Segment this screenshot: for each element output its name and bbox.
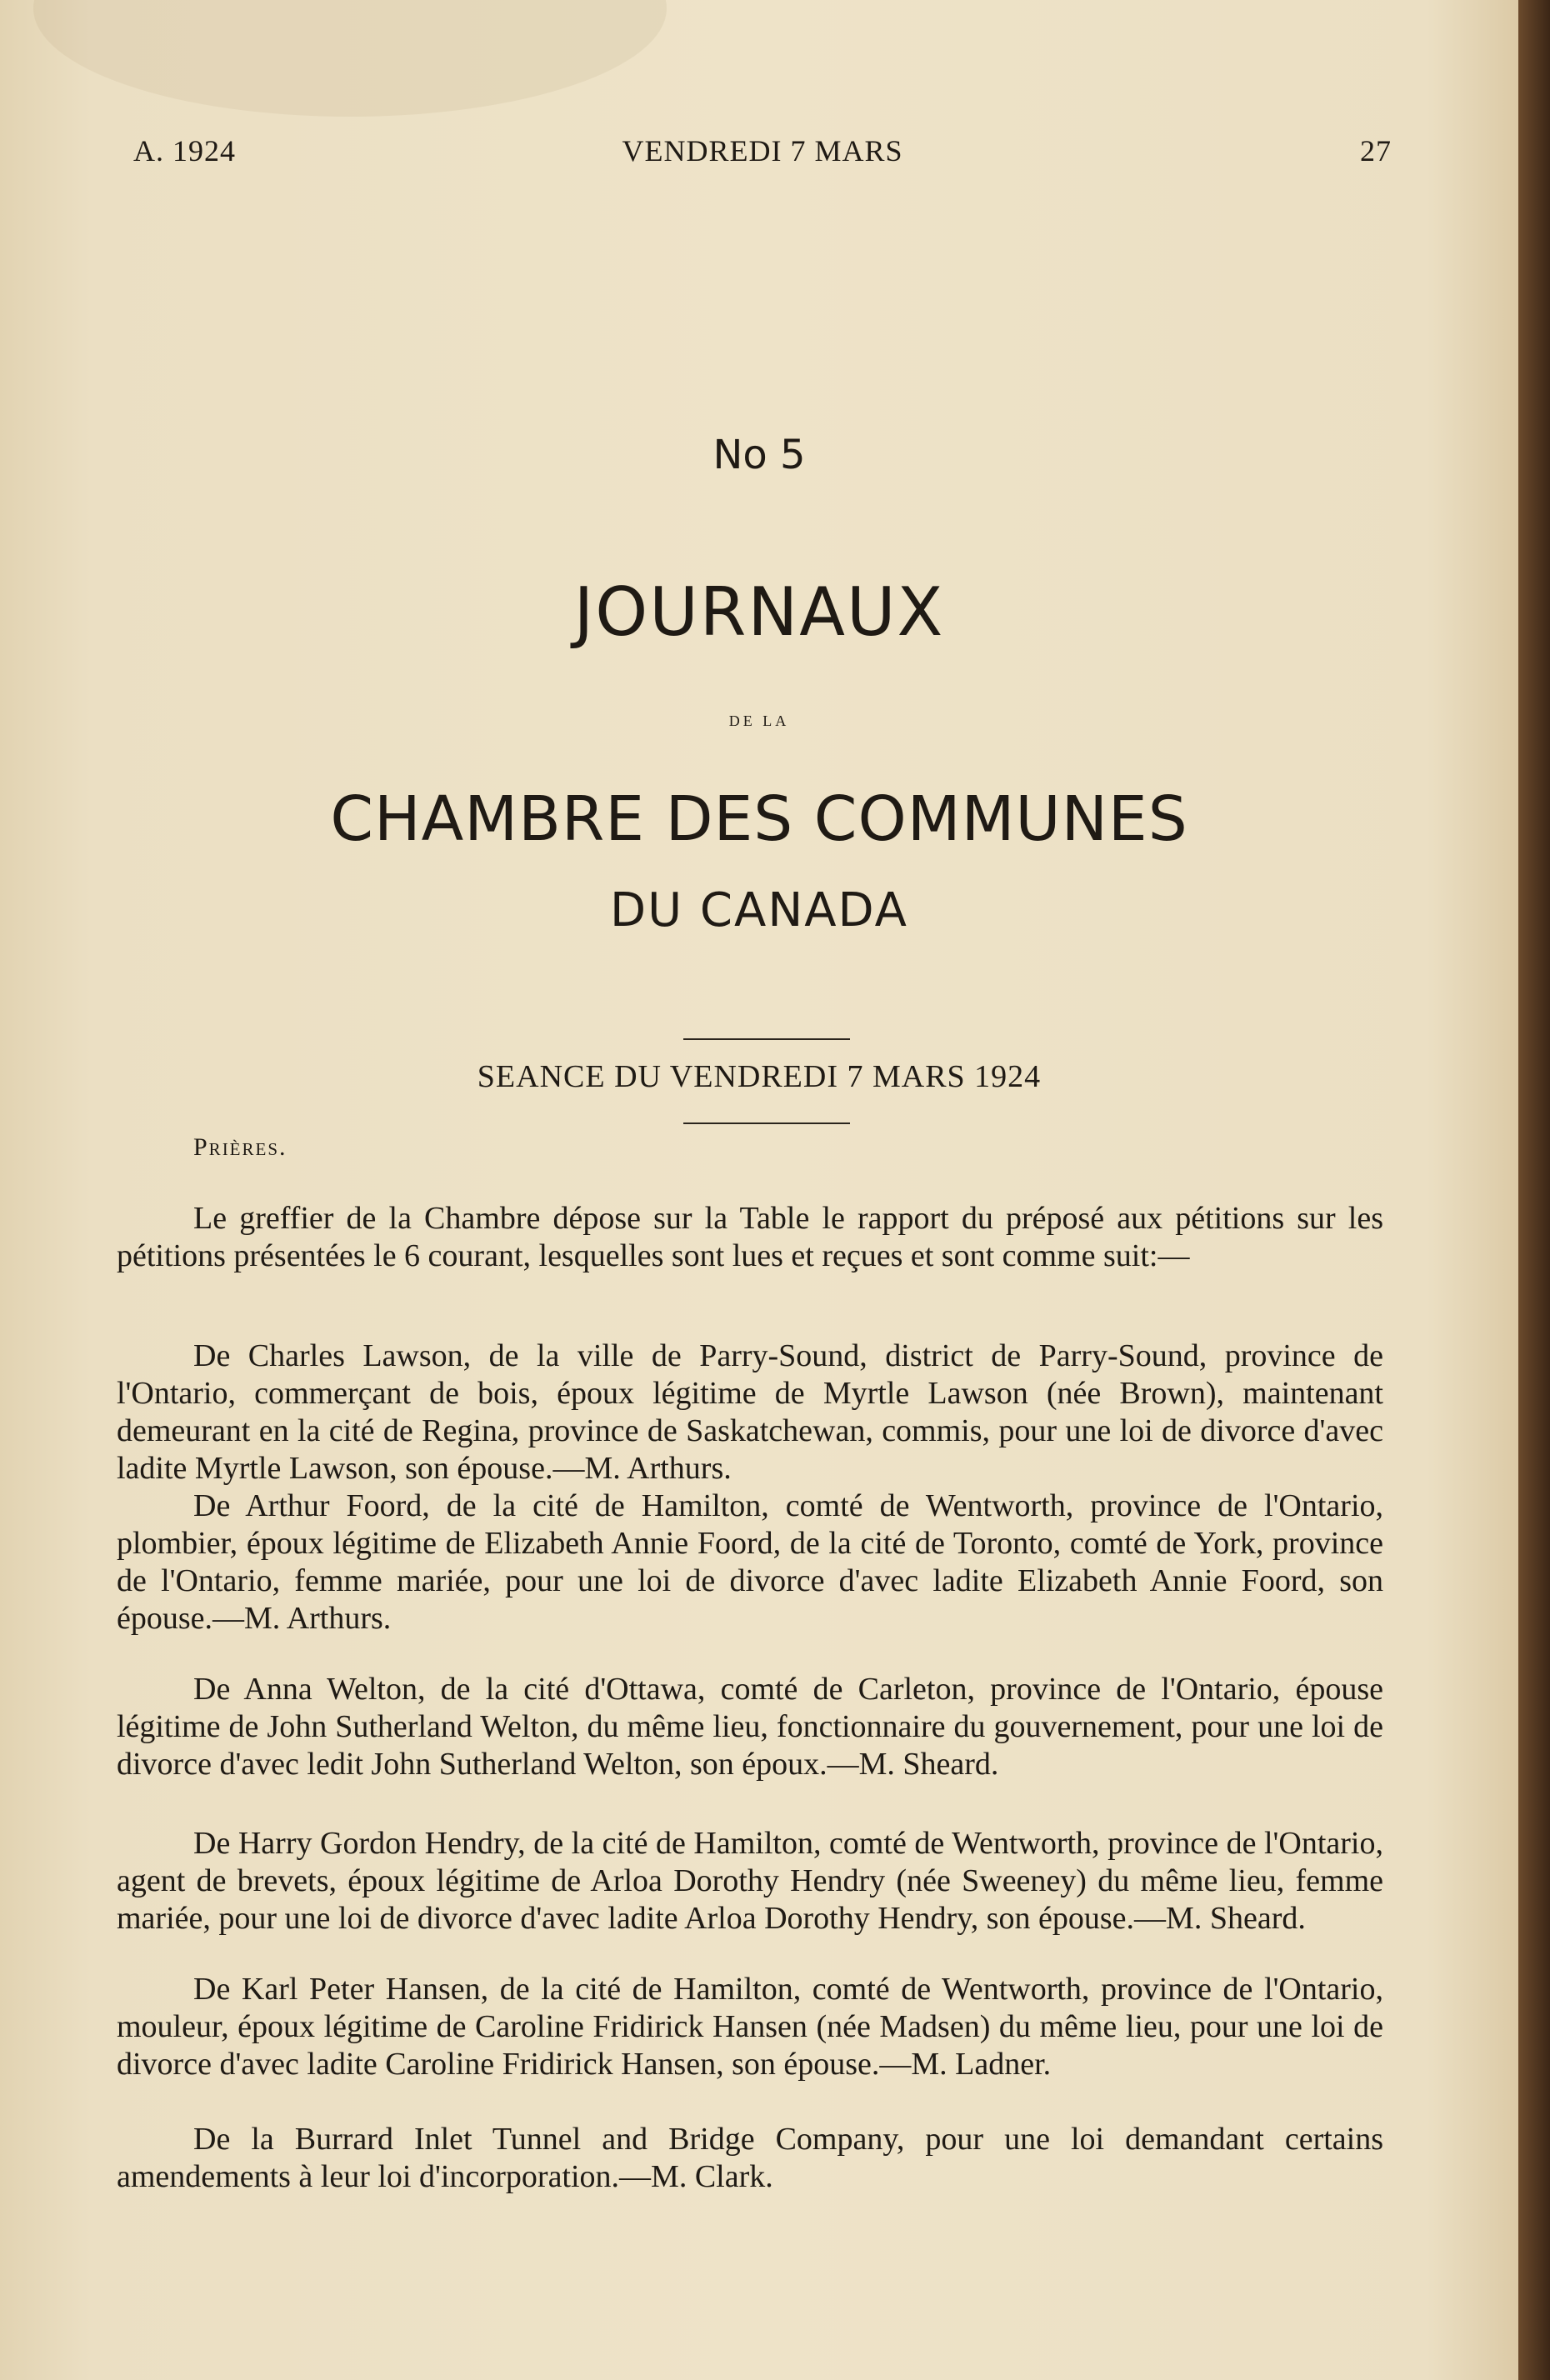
petition-lawson: De Charles Lawson, de la ville de Parry-Sound, district de Parry-Sound, province de l'Ontario, commerçant de bois, époux légitime de Myrtle Lawson (née Brown), maintenant demeurant en la cité de Regina, province de Saskatchewan, commis, pour une loi de divorce d'avec ladite Myrtle Lawson, son épouse.—M. Arthurs. <box>117 1338 1383 1486</box>
page-number: 27 <box>1360 134 1392 168</box>
petition-burrard: De la Burrard Inlet Tunnel and Bridge Company, pour une loi demandant certains amendements à leur loi d'incorporation.—M. Clark. <box>117 2122 1383 2194</box>
divider-bottom <box>683 1122 850 1124</box>
petition-welton: De Anna Welton, de la cité d'Ottawa, comté de Carleton, province de l'Ontario, épouse légitime de John Sutherland Welton, du même lieu, fonctionnaire du gouvernement, pour une loi de divorce d'avec ledit John Sutherland Welton, son époux.—M. Sheard. <box>117 1672 1383 1782</box>
paragraph-clerk-report: Le greffier de la Chambre dépose sur la Table le rapport du préposé aux pétitions sur les pétitions présentées le 6 courant, lesquelles sont lues et reçues et sont comme suit:— <box>117 1201 1383 1273</box>
petition-hansen: De Karl Peter Hansen, de la cité de Hamilton, comté de Wentworth, province de l'Ontario, mouleur, époux légitime de Caroline Fridirick Hansen (née Madsen) du même lieu, pour une loi de divorce d'avec ladite Caroline Fridirick Hansen, son épouse.—M. Ladner. <box>117 1972 1383 2082</box>
petition-hendry: De Harry Gordon Hendry, de la cité de Hamilton, comté de Wentworth, province de l'Ontario, agent de brevets, époux légitime de Arloa Dorothy Hendry (née Sweeney) du même lieu, femme mariée, pour une loi de divorce d'avec ladite Arloa Dorothy Hendry, son épouse.—M. Sheard. <box>117 1826 1383 1936</box>
paper-stain <box>33 0 667 117</box>
journal-title: JOURNAUX <box>573 573 945 651</box>
divider-top <box>683 1038 850 1040</box>
title-connector: DE LA <box>728 712 790 729</box>
book-binding-edge <box>1518 0 1550 2380</box>
sitting-heading: SEANCE DU VENDREDI 7 MARS 1924 <box>477 1059 1042 1094</box>
prayers-heading: Prières. <box>193 1133 288 1161</box>
journal-number: No 5 <box>712 432 806 478</box>
chamber-title: CHAMBRE DES COMMUNES <box>330 783 1188 855</box>
header-year: A. 1924 <box>133 134 236 168</box>
country-subtitle: DU CANADA <box>610 883 908 938</box>
running-header <box>133 133 1392 175</box>
header-date: VENDREDI 7 MARS <box>622 134 903 168</box>
petition-foord: De Arthur Foord, de la cité de Hamilton, comté de Wentworth, province de l'Ontario, plombier, époux légitime de Elizabeth Annie Foord, de la cité de Toronto, comté de York, province de l'Ontario, femme mariée, pour une loi de divorce d'avec ladite Elizabeth Annie Foord, son épouse.—M. Arthurs. <box>117 1488 1383 1636</box>
